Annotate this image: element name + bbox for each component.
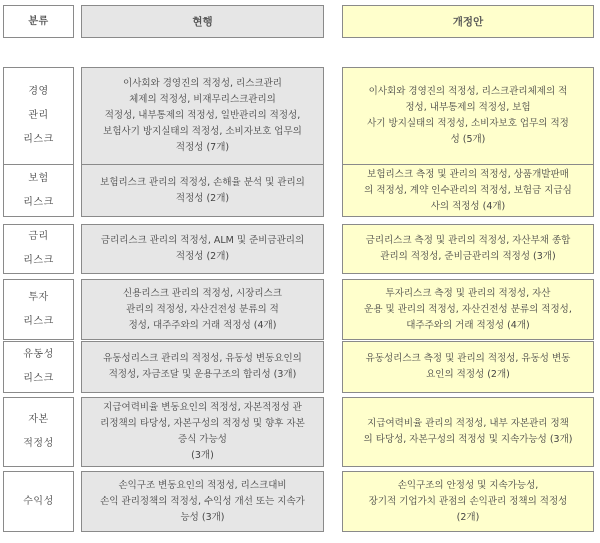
- row-current-profitability: 손익구조 변동요인의 적정성, 리스크대비 손익 관리정책의 적정성, 수익성 개선 또는 지속가 능성 (3개): [81, 471, 324, 532]
- row-category-capital-adequacy: 자본 적정성: [3, 397, 74, 467]
- row-category-investment-risk: 투자 리스크: [3, 279, 74, 340]
- row-current-interest-rate-risk: 금리리스크 관리의 적정성, ALM 및 준비금관리의 적정성 (2개): [81, 224, 324, 274]
- row-revised-insurance-risk: 보험리스크 측정 및 관리의 적정성, 상품개발판매 의 적정성, 계약 인수관리의 적정성, 보험금 지급심 사의 적정성 (4개): [342, 164, 594, 217]
- row-current-management-risk: 이사회와 경영진의 적정성, 리스크관리 체제의 적정성, 비재무리스크관리의 적정성, 내부통제의 적정성, 일반관리의 적정성, 보험사기 방지실태의 적정성, 소비자보호 업무의 적정성 (7개): [81, 67, 324, 165]
- row-category-management-risk: 경영 관리 리스크: [3, 67, 74, 165]
- row-category-interest-rate-risk: 금리 리스크: [3, 224, 74, 274]
- row-revised-capital-adequacy: 지급여력비율 관리의 적정성, 내부 자본관리 정책 의 타당성, 자본구성의 적정성 및 지속가능성 (3개): [342, 397, 594, 467]
- row-current-liquidity-risk: 유동성리스크 관리의 적정성, 유동성 변동요인의 적정성, 자금조달 및 운용구조의 합리성 (3개): [81, 341, 324, 393]
- row-current-capital-adequacy: 지급여력비율 변동요인의 적정성, 자본적정성 관 리정책의 타당성, 자본구성의 적정성 및 향후 자본 증식 가능성 (3개): [81, 397, 324, 467]
- row-category-insurance-risk: 보험 리스크: [3, 164, 74, 217]
- row-revised-profitability: 손익구조의 안정성 및 지속가능성, 장기적 기업가치 관점의 손익관리 정책의 적정성 (2개): [342, 471, 594, 532]
- row-revised-management-risk: 이사회와 경영진의 적정성, 리스크관리체제의 적 정성, 내부통제의 적정성, 보험 사기 방지실태의 적정성, 소비자보호 업무의 적정 성 (5개): [342, 67, 594, 165]
- row-current-insurance-risk: 보험리스크 관리의 적정성, 손해율 분석 및 관리의 적정성 (2개): [81, 164, 324, 217]
- row-revised-liquidity-risk: 유동성리스크 측정 및 관리의 적정성, 유동성 변동 요인의 적정성 (2개): [342, 341, 594, 393]
- header-revised: 개정안: [342, 5, 594, 38]
- row-category-profitability: 수익성: [3, 471, 74, 532]
- header-category: 분류: [3, 5, 74, 38]
- row-revised-investment-risk: 투자리스크 측정 및 관리의 적정성, 자산 운용 및 관리의 적정성, 자산건전성 분류의 적정성, 대주주와의 거래 적정성 (4개): [342, 279, 594, 340]
- row-revised-interest-rate-risk: 금리리스크 측정 및 관리의 적정성, 자산부채 종합 관리의 적정성, 준비금관리의 적정성 (3개): [342, 224, 594, 274]
- header-current: 현행: [81, 5, 324, 38]
- row-current-investment-risk: 신용리스크 관리의 적정성, 시장리스크 관리의 적정성, 자산건전성 분류의 적 정성, 대주주와의 거래 적정성 (4개): [81, 279, 324, 340]
- row-category-liquidity-risk: 유동성 리스크: [3, 341, 74, 393]
